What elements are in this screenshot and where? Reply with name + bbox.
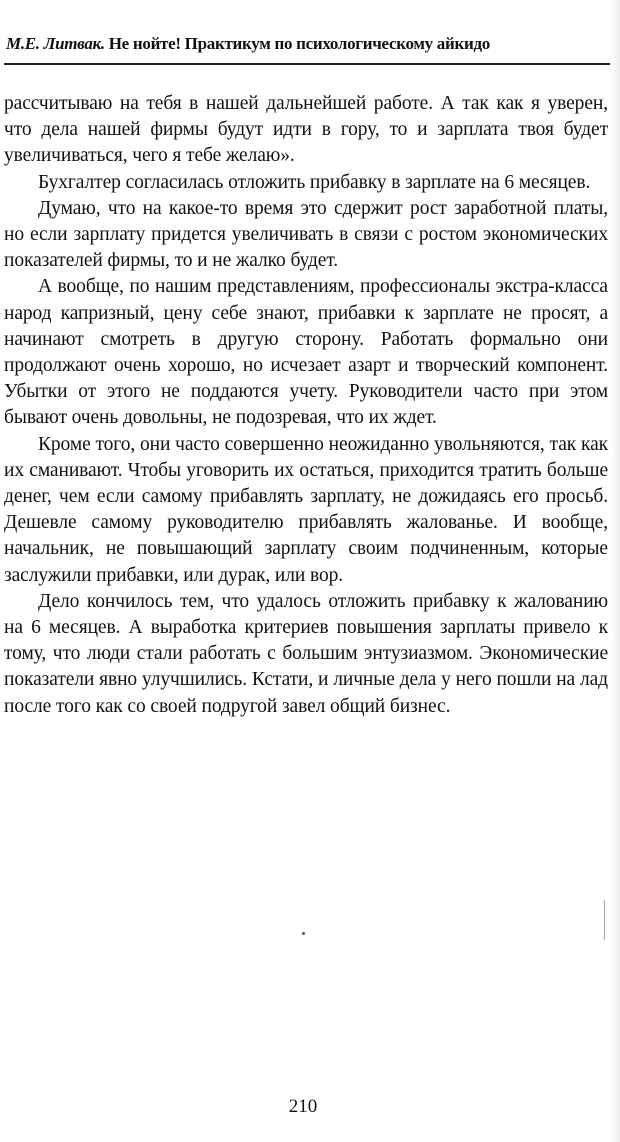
header-rule — [4, 63, 610, 65]
scan-edge-mark — [604, 900, 605, 940]
paragraph: Дело кончилось тем, что удалось отложить прибавку к жалованию на 6 месяцев. А выработка критериев повышения зарплаты привело к тому, что люди стали работать с большим энтузиазмом. Экономические показатели явно улучшились. Кстати, и личные дела у него пошли на лад после того как со своей подругой завел общий бизнес. — [4, 590, 608, 717]
body-text — [4, 91, 608, 720]
running-header — [6, 34, 606, 54]
page-number: 210 — [288, 1096, 318, 1117]
paragraph: Думаю, что на какое-то время это сдержит рост заработной платы, но если зарплату придется увеличивать в связи с ростом экономических показателей фирмы, то и не жалко будет. — [4, 197, 608, 272]
header-author: М.Е. Литвак. — [6, 34, 105, 53]
page-edge-shadow — [610, 0, 620, 1142]
paragraph: Бухгалтер согласилась отложить прибавку в зарплате на 6 месяцев. — [38, 171, 591, 193]
scan-speck — [302, 932, 305, 935]
paragraph: Кроме того, они часто совершенно неожиданно увольняются, так как их сманивают. Чтобы уговорить их остаться, приходится тратить больше денег, чем если самому прибавлять зарплату, не дожидаясь его просьб. Дешевле самому руководителю прибавлять жалованье. И вообще, начальник, не повышающий зарплату своим подчиненным, которые заслужили прибавки, или дурак, или вор. — [4, 433, 608, 586]
paragraph: А вообще, по нашим представлениям, профессионалы экстра-класса народ капризный, цену себе знают, прибавки к зарплате не просят, а начинают смотреть в другую сторону. Работать формально они продолжают очень хорошо, но исчезает азарт и творческий компонент. Убытки от этого не поддаются учету. Руководители часто при этом бывают очень довольны, не подозревая, что их ждет. — [4, 276, 608, 429]
header-title: Не нойте! Практикум по психологическому айкидо — [108, 34, 490, 53]
paragraph: рассчитываю на тебя в нашей дальнейшей работе. А так как я уверен, что дела нашей фирмы будут идти в гору, то и зарплата твоя будет увеличиваться, чего я тебе желаю». — [4, 93, 608, 167]
